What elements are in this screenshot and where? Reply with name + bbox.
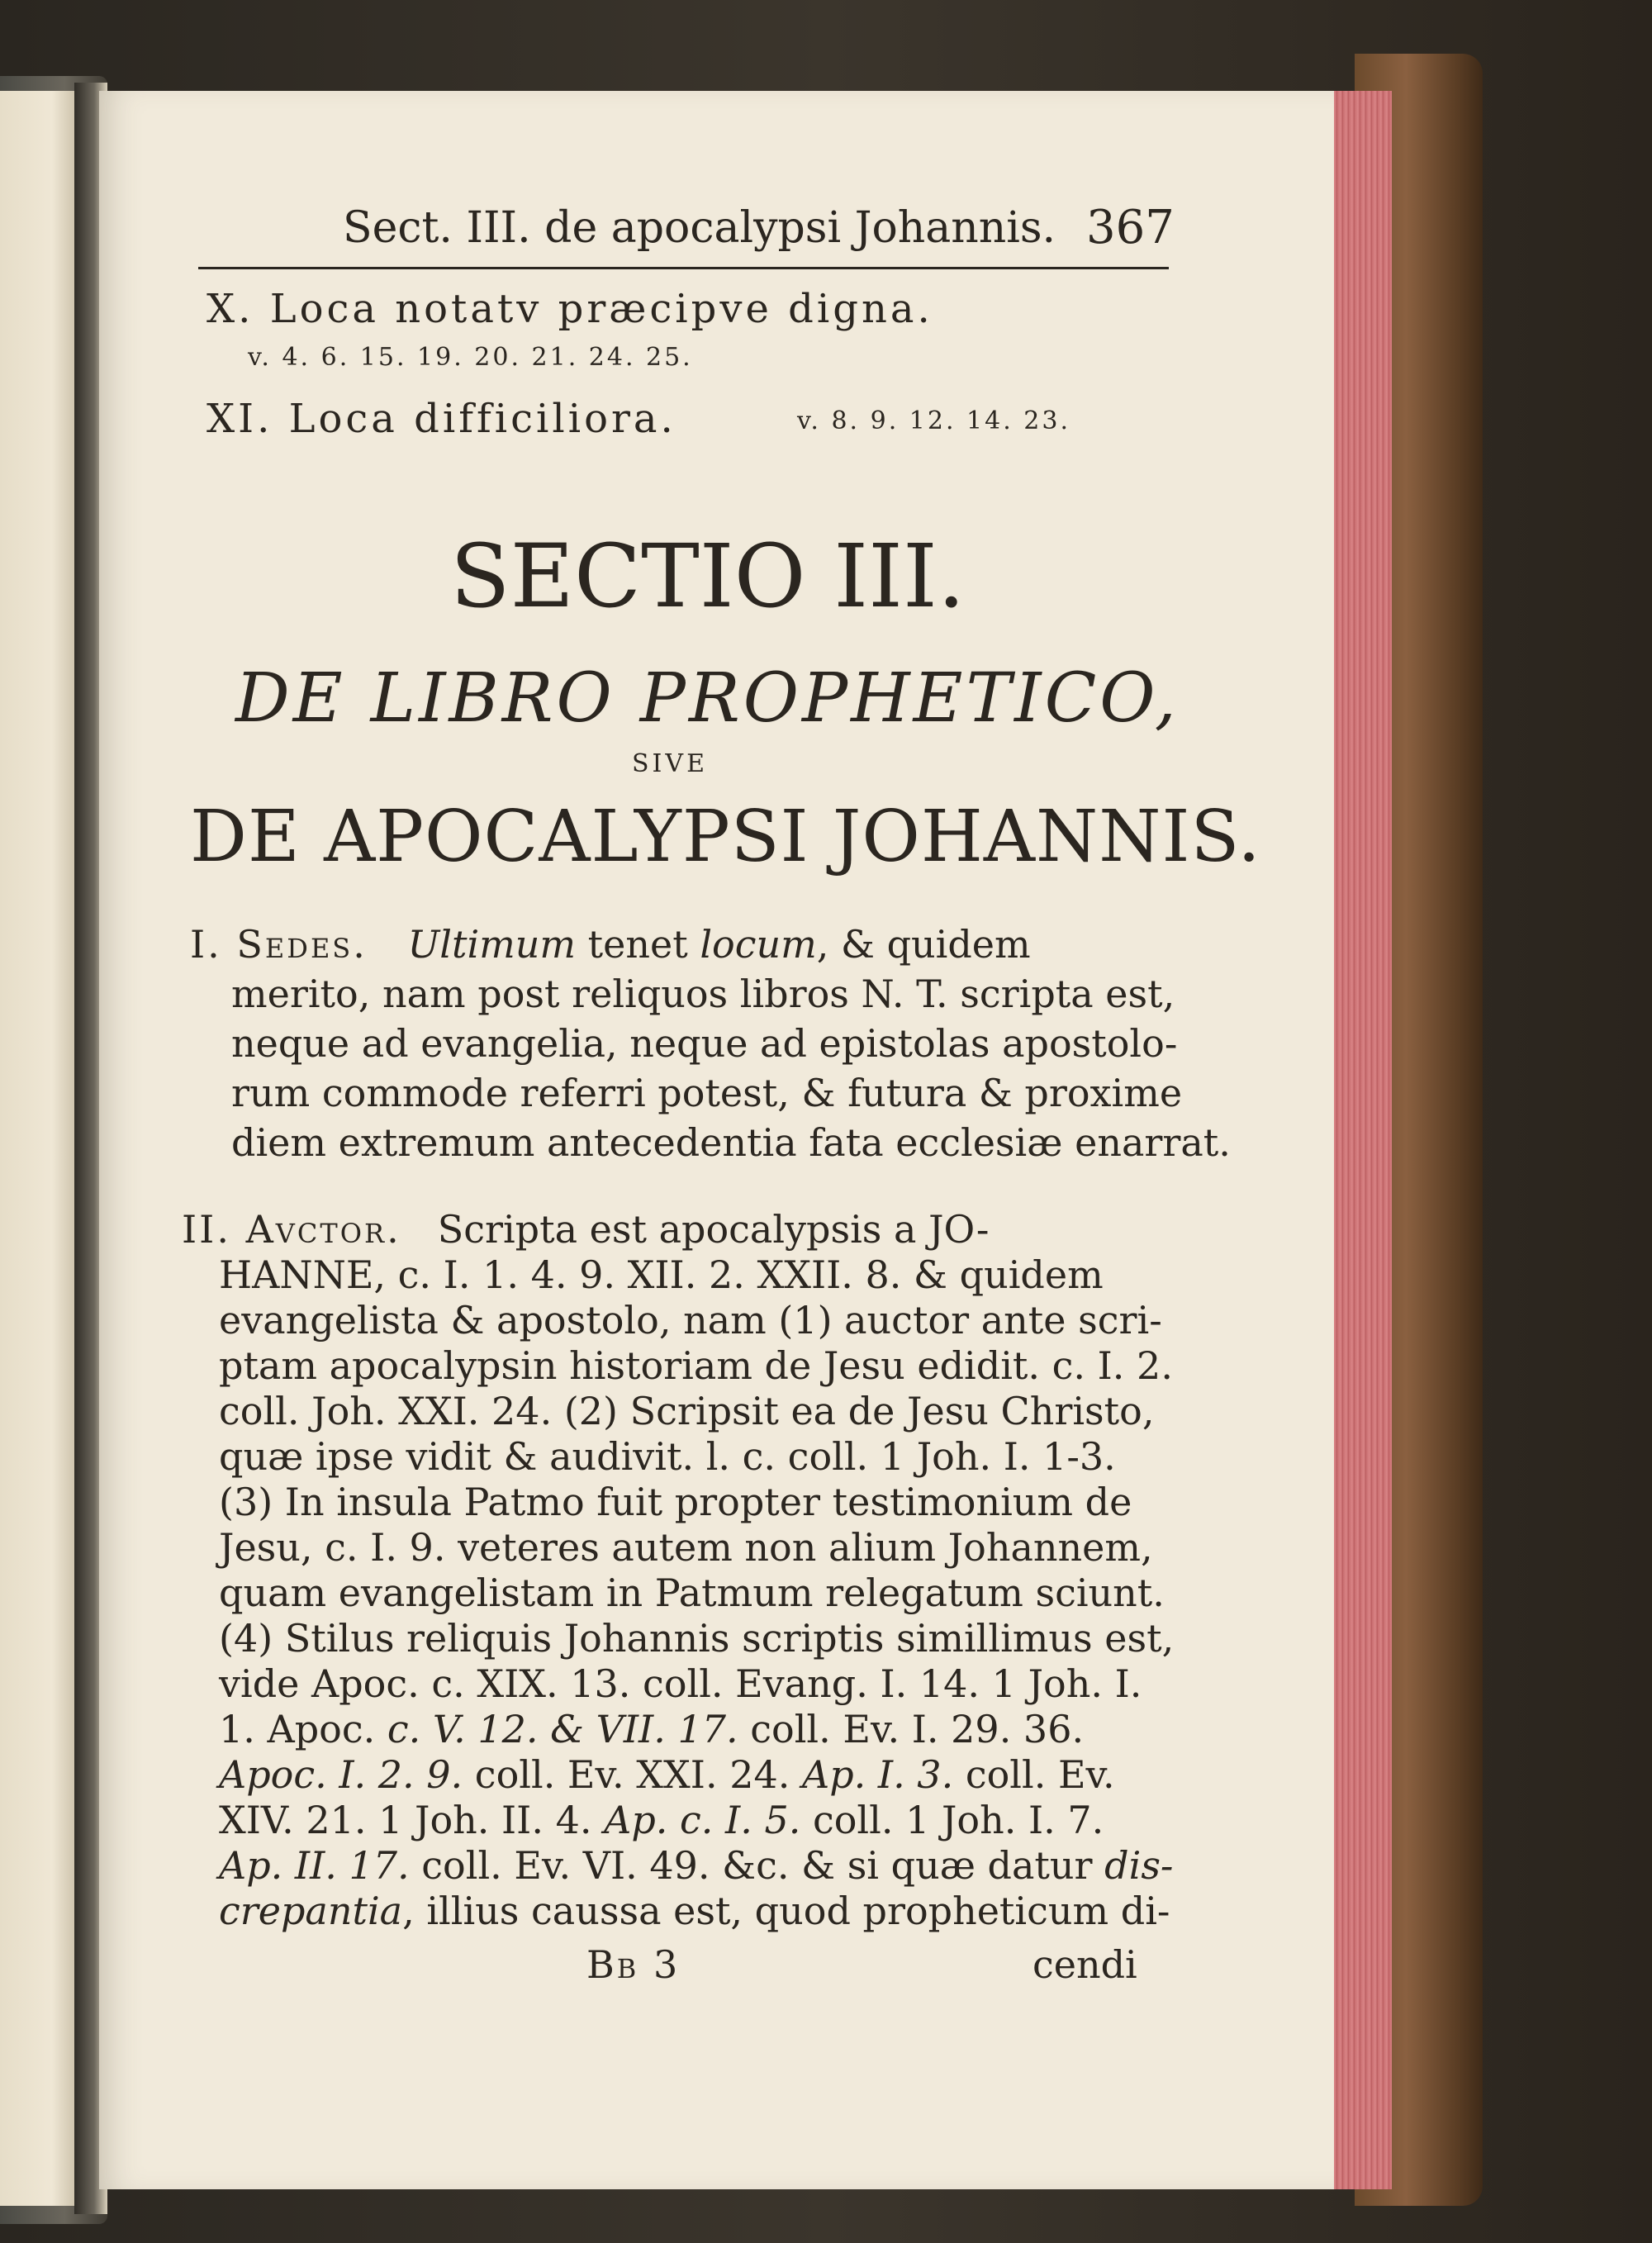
auctor-line-3: evangelista & apostolo, nam (1) auctor ante scri- <box>219 1298 1162 1342</box>
sedes-italic-locum: locum <box>700 922 817 967</box>
auctor-text: Scripta est apocalypsis a JO- <box>437 1207 990 1252</box>
auctor-line-12 <box>219 1707 1085 1751</box>
auctor-text: coll. 1 Joh. I. 7. <box>800 1798 1104 1842</box>
auctor-line-2: HANNE, c. I. 1. 4. 9. XII. 2. XXII. 8. & quidem <box>219 1252 1104 1297</box>
red-page-edges <box>1326 91 1392 2189</box>
section-title: SECTIO III. <box>450 525 966 627</box>
left-page-edge <box>0 91 74 2206</box>
auctor-line-7: (3) In insula Patmo fuit propter testimonium de <box>219 1480 1132 1524</box>
sedes-text: tenet <box>576 922 700 967</box>
sedes-italic-ultimum: Ultimum <box>407 922 577 967</box>
running-title: Sect. III. de apocalypsi Johannis. <box>343 203 1056 253</box>
catchword: cendi <box>1032 1942 1137 1987</box>
sedes-line-4: rum commode referri potest, & futura & proxime <box>231 1071 1183 1115</box>
auctor-line-8: Jesu, c. I. 9. veteres autem non alium Johannem, <box>219 1525 1153 1570</box>
sedes-heading: I. Sedes. <box>190 922 368 967</box>
auctor-line-1 <box>182 1207 990 1252</box>
sedes-line-1 <box>190 922 1031 967</box>
auctor-text: XIV. 21. 1 Joh. II. 4. <box>219 1798 605 1842</box>
sedes-line-5: diem extremum antecedentia fata ecclesiæ enarrat. <box>231 1120 1231 1165</box>
auctor-line-15 <box>219 1843 1174 1888</box>
auctor-italic: crepantia <box>219 1889 403 1933</box>
auctor-text: coll. Ev. I. 29. 36. <box>738 1707 1085 1751</box>
auctor-text: coll. Ev. <box>953 1752 1115 1797</box>
auctor-line-14 <box>219 1798 1104 1842</box>
auctor-italic: Ap. c. I. 5. <box>604 1798 801 1842</box>
auctor-italic: c. V. 12. & VII. 17. <box>387 1707 738 1751</box>
auctor-line-5: coll. Joh. XXI. 24. (2) Scripsit ea de Jesu Christo, <box>219 1389 1155 1433</box>
auctor-text: , illius caussa est, quod propheticum di- <box>402 1889 1170 1933</box>
auctor-line-6: quæ ipse vidit & audivit. l. c. coll. 1 Joh. I. 1-3. <box>219 1434 1116 1479</box>
loca-notatu-heading: X. Loca notatv præcipve digna. <box>206 286 933 332</box>
loca-difficiliora-heading: XI. Loca difficiliora. <box>206 396 676 442</box>
auctor-line-4: ptam apocalypsin historiam de Jesu edidit. c. I. 2. <box>219 1343 1173 1388</box>
auctor-heading: II. Avctor. <box>182 1207 401 1252</box>
auctor-line-9: quam evangelistam in Patmum relegatum sciunt. <box>219 1571 1165 1615</box>
auctor-italic: dis- <box>1104 1843 1174 1888</box>
auctor-line-16 <box>219 1889 1170 1933</box>
auctor-line-13 <box>219 1752 1115 1797</box>
auctor-italic: Apoc. I. 2. 9. <box>219 1752 463 1797</box>
auctor-line-10: (4) Stilus reliquis Johannis scriptis simillimus est, <box>219 1616 1175 1661</box>
auctor-text: coll. Ev. XXI. 24. <box>463 1752 802 1797</box>
auctor-text: 1. Apoc. <box>219 1707 387 1751</box>
auctor-italic: Ap. II. 17. <box>219 1843 410 1888</box>
page-number: 367 <box>1086 201 1175 254</box>
sedes-line-3: neque ad evangelia, neque ad epistolas apostolo- <box>231 1021 1178 1066</box>
sedes-line-2: merito, nam post reliquos libros N. T. scripta est, <box>231 972 1175 1016</box>
signature-mark: Bb 3 <box>586 1942 681 1987</box>
auctor-text: coll. Ev. VI. 49. &c. & si quæ datur <box>409 1843 1105 1888</box>
section-subtitle-apocalypsi: DE APOCALYPSI JOHANNIS. <box>190 796 1261 878</box>
section-subtitle-italic: DE LIBRO PROPHETICO, <box>235 659 1180 738</box>
loca-difficiliora-verses: v. 8. 9. 12. 14. 23. <box>797 406 1070 435</box>
sedes-text: , & quidem <box>816 922 1031 967</box>
auctor-line-11: vide Apoc. c. XIX. 13. coll. Evang. I. 14. 1 Joh. I. <box>219 1661 1142 1706</box>
auctor-italic: Ap. I. 3. <box>801 1752 954 1797</box>
header-rule <box>198 267 1169 269</box>
section-sive: SIVE <box>632 749 708 778</box>
loca-notatu-verses: v. 4. 6. 15. 19. 20. 21. 24. 25. <box>248 343 693 372</box>
